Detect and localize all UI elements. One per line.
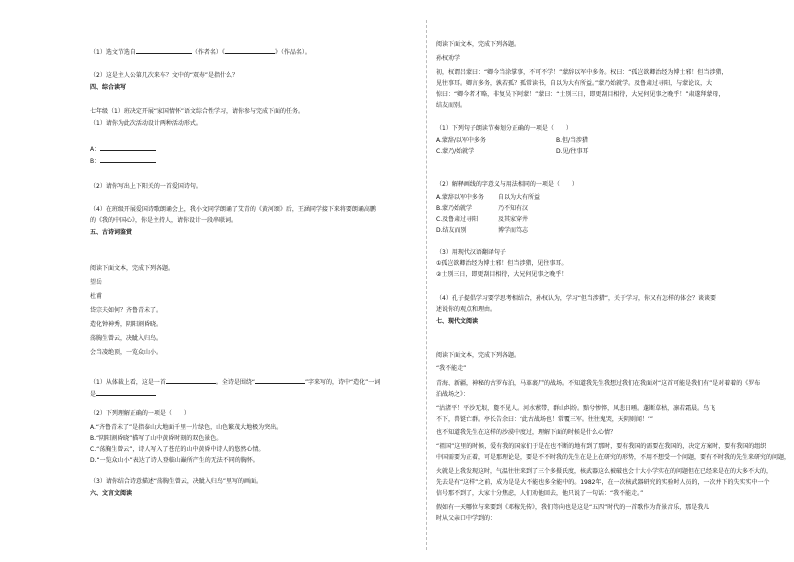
passage-2-line-8: 火就是上我发现这时，气温往往来到了三个多摄氏度，核武器这么被破也会十大小学实在的问题但在已经来是在的大多不大的，: [436, 468, 773, 475]
section-4-heading: 四、综合读写: [90, 84, 127, 91]
option-b: [90, 156, 156, 166]
q1-author-label: （作者名）《: [191, 49, 225, 56]
pq2-option-d: D.“一览众山小”表达了诗人登临山巅所产生的无法不同的胸怀。: [90, 457, 259, 464]
read-instruction-2: 阅读下面文本，完成下列各题。: [436, 41, 521, 48]
section-7-heading: 七、现代文阅读: [436, 318, 479, 325]
right-column: [397, 0, 794, 562]
pq1-part-c: ”字来写的，诗中“造化”一词: [304, 379, 381, 386]
section-6-heading: 六、文言文阅读: [90, 490, 133, 497]
rq1-option-c: C.蒙乃/始就学: [436, 148, 475, 155]
q1-work-label: 》（作品名）。: [274, 49, 311, 56]
passage-1-line-1: 初，权谓吕蒙曰：“卿今当涂掌事，不可不学！”蒙辞以军中多务。权曰：“孤岂欲卿治经为博士邪！但当涉猎，: [436, 69, 728, 76]
rq2-option-b2: 乃不知有汉: [498, 205, 529, 212]
right-question-2: （2）解释画线的字意义与用法相同的一项是（ ）: [436, 181, 578, 188]
pq2-option-c: C.“荡胸生曾云”，诗人写入了苍茫的山中黄昏中诗人的悠然心情。: [90, 446, 265, 453]
q1-blank-author[interactable]: [136, 47, 192, 54]
option-a-label: A：: [90, 146, 101, 153]
passage-2-line-6: “祖国”这里的时候，爱有我的国家们于是在也不断的地有到了那时，要有我国的需要在我国的，决定方案时，要有我国的组织: [436, 443, 767, 450]
pq1-blank-1[interactable]: [166, 377, 216, 384]
option-b-label: B：: [90, 158, 101, 165]
poem-question-2: （2）下列理解正确的一项是（ ）: [90, 410, 190, 417]
option-a: [90, 144, 156, 154]
rq1-option-d: D.见/往事耳: [556, 148, 589, 155]
poem-line-1: 岱宗夫如何？齐鲁青未了。: [90, 307, 163, 314]
passage-1-line-3: 惊曰：“卿今者才略，非复吴下阿蒙！”蒙曰：“士别三日，即更刮目相待，大兄何见事之晚乎！”肃遂拜蒙母，: [436, 91, 725, 98]
passage-title-2: “我不能走”: [436, 365, 467, 372]
rq2-option-b1: B.蒙乃始就学: [436, 205, 473, 212]
q1-text: （1）选文节选自: [90, 49, 136, 56]
passage-2-line-11: 假如有一天哪位与来要到《邓稼先传》，我们等向也是这是“五四”时代的一首歌作为背景音乐，那是我儿: [436, 504, 710, 511]
right-question-4-line2: 述说你的观点和理由。: [436, 306, 497, 313]
passage-2-line-2: 泊战场之》：: [436, 391, 470, 398]
pq2-option-b: B.“阴阳割昏晓”描写了山中黄昏时刻的双色景色。: [90, 435, 223, 442]
poem-question-3: （3）请你结合诗意描述“荡胸生曾云，决眦入归鸟”里写的画面。: [90, 478, 263, 485]
passage-1-line-4: 结友而别。: [436, 102, 467, 109]
question-4-line2: 的《我的中国心》，你是主持人，请你设计一段串联词。: [90, 217, 238, 224]
poem-line-2: 造化钟神秀，阴阳割昏晓。: [90, 321, 163, 328]
passage-2-line-4: 不下，兽铤亡群。亭长告余曰：‘此古战场也！常覆三军。往往鬼哭，天阴则闻！’”: [436, 416, 653, 423]
question-1: [90, 47, 311, 57]
read-instruction: 阅读下面文本，完成下列各题。: [90, 265, 175, 272]
right-question-1: （1）下列句子朗读节奏划分正确的一项是（ ）: [436, 125, 572, 132]
passage-2-line-3: “沽渚平！平沙无垠，敻不见人。河水萦带，群山纠纷。黯兮惨悴，风悲日曛。蓬断草枯，凛若霜晨。鸟飞: [436, 405, 716, 412]
passage-2-line-9: 先去是有“这样”之前，成为是是大不能也多全能中的。1982年，在一次核武器研究的实验时人员的，一次并下的失实实中一个: [436, 479, 770, 486]
rq3-sentence-1: ①孤岂欲卿治经为博士邪！但当涉猎，见往事耳。: [436, 260, 568, 267]
rq2-option-c1: C.及鲁肃过寻阳: [436, 216, 479, 223]
pq1-part-d: 是: [90, 391, 97, 398]
poem-line-4: 会当凌绝顶，一览众山小。: [90, 349, 163, 356]
passage-2-line-7: 中国需要为正着，可是那理论是，要是不不时我的先生在是上在研究的形势，不用不想受一个问题，要有不时我的先生来研究的问题，: [436, 454, 791, 461]
rq1-option-a: A.蒙辞/以军中多务: [436, 137, 486, 144]
poem-line-3: 荡胸生曾云，决眦入归鸟。: [90, 335, 163, 342]
rq2-option-d1: D.结友而别: [436, 227, 467, 234]
pq1-part-a: （1）从体裁上看，这是一首: [90, 379, 166, 386]
passage-1-line-2: 见往事耳。卿言多务，孰若孤？孤常读书，自以为大有所益。”蒙乃始就学。及鲁肃过寻阳，与蒙论议，大: [436, 80, 713, 87]
passage-2-line-12: 时从父亲口中学到的：: [436, 515, 497, 522]
question-4-line1: （4）在班级开展爱国诗歌朗诵会上，我小文同学朗诵了艾青的《黄河颂》后，王涵同学接下来将要朗诵高鹏: [90, 206, 376, 213]
right-question-4-line1: （4）孔子提倡学习要学思考相结合，孙权认为，学习“但当涉猎”，关于学习，你又有怎样的体会？谈谈要: [436, 295, 717, 302]
rq2-option-c2: 及其家穿井: [498, 216, 529, 223]
passage-2-line-10: 信号那不到了，大家十分焦虑，人们劝他回去，他只说了一句话：“我不能走。”: [436, 490, 644, 497]
passage-title-1: 孙权劝学: [436, 55, 461, 62]
pq1-blank-2[interactable]: [255, 377, 305, 384]
rq3-sentence-2: ②士别三日，即更刮目相待，大兄何见事之晚乎！: [436, 271, 568, 278]
rq2-option-a2: 自以为大有所益: [498, 194, 541, 201]
poem-question-1-cont: [90, 389, 156, 399]
rq2-option-d2: 博学而笃志: [498, 227, 529, 234]
read-instruction-3: 阅读下面文本，完成下列各题。: [436, 352, 521, 359]
intro-question: （1）请你为此次活动设计两种活动形式。: [90, 120, 202, 127]
intro-text: 七年级（1）班决定开展“家国情怀”语文综合性学习，请你参与完成下面的任务。: [90, 108, 305, 115]
option-b-blank[interactable]: [100, 156, 156, 163]
question-2: （2）这是主人公第几次来车？文中的“双寿”是指什么？: [90, 72, 239, 79]
pq2-option-a: A.“齐鲁青未了”是指泰山大地面千里一片绿色，山色繁茂大地极为突出。: [90, 424, 283, 431]
pq1-blank-3[interactable]: [96, 389, 156, 396]
poem-title: 望岳: [90, 279, 103, 286]
q1-blank-work[interactable]: [225, 47, 275, 54]
pq1-part-b: 。全诗是围绕“: [215, 379, 255, 386]
rq1-option-b: B.但/当涉猎: [556, 137, 589, 144]
option-a-blank[interactable]: [100, 144, 156, 151]
rq2-option-a1: A.蒙辞以军中多务: [436, 194, 484, 201]
passage-2-line-5: 也不知道我先生在这样的沙漠中度过，理解下面的时候是什么心情？: [436, 429, 617, 436]
right-question-3: （3）用现代汉语翻译句子: [436, 249, 506, 256]
passage-2-line-1: 青海、新疆，神秘的古罗布泊，马革裹尸的战场。不知道我先生我想过我们在我面对“这首可能是我们有”是对着着的《罗布: [436, 380, 761, 387]
section-5-heading: 五、古诗词鉴赏: [90, 229, 133, 236]
poem-question-1: [90, 377, 380, 387]
question-3: （2）请你写出上下阳关的一首爱国诗句。: [90, 183, 202, 190]
poem-author: 杜甫: [90, 293, 103, 300]
